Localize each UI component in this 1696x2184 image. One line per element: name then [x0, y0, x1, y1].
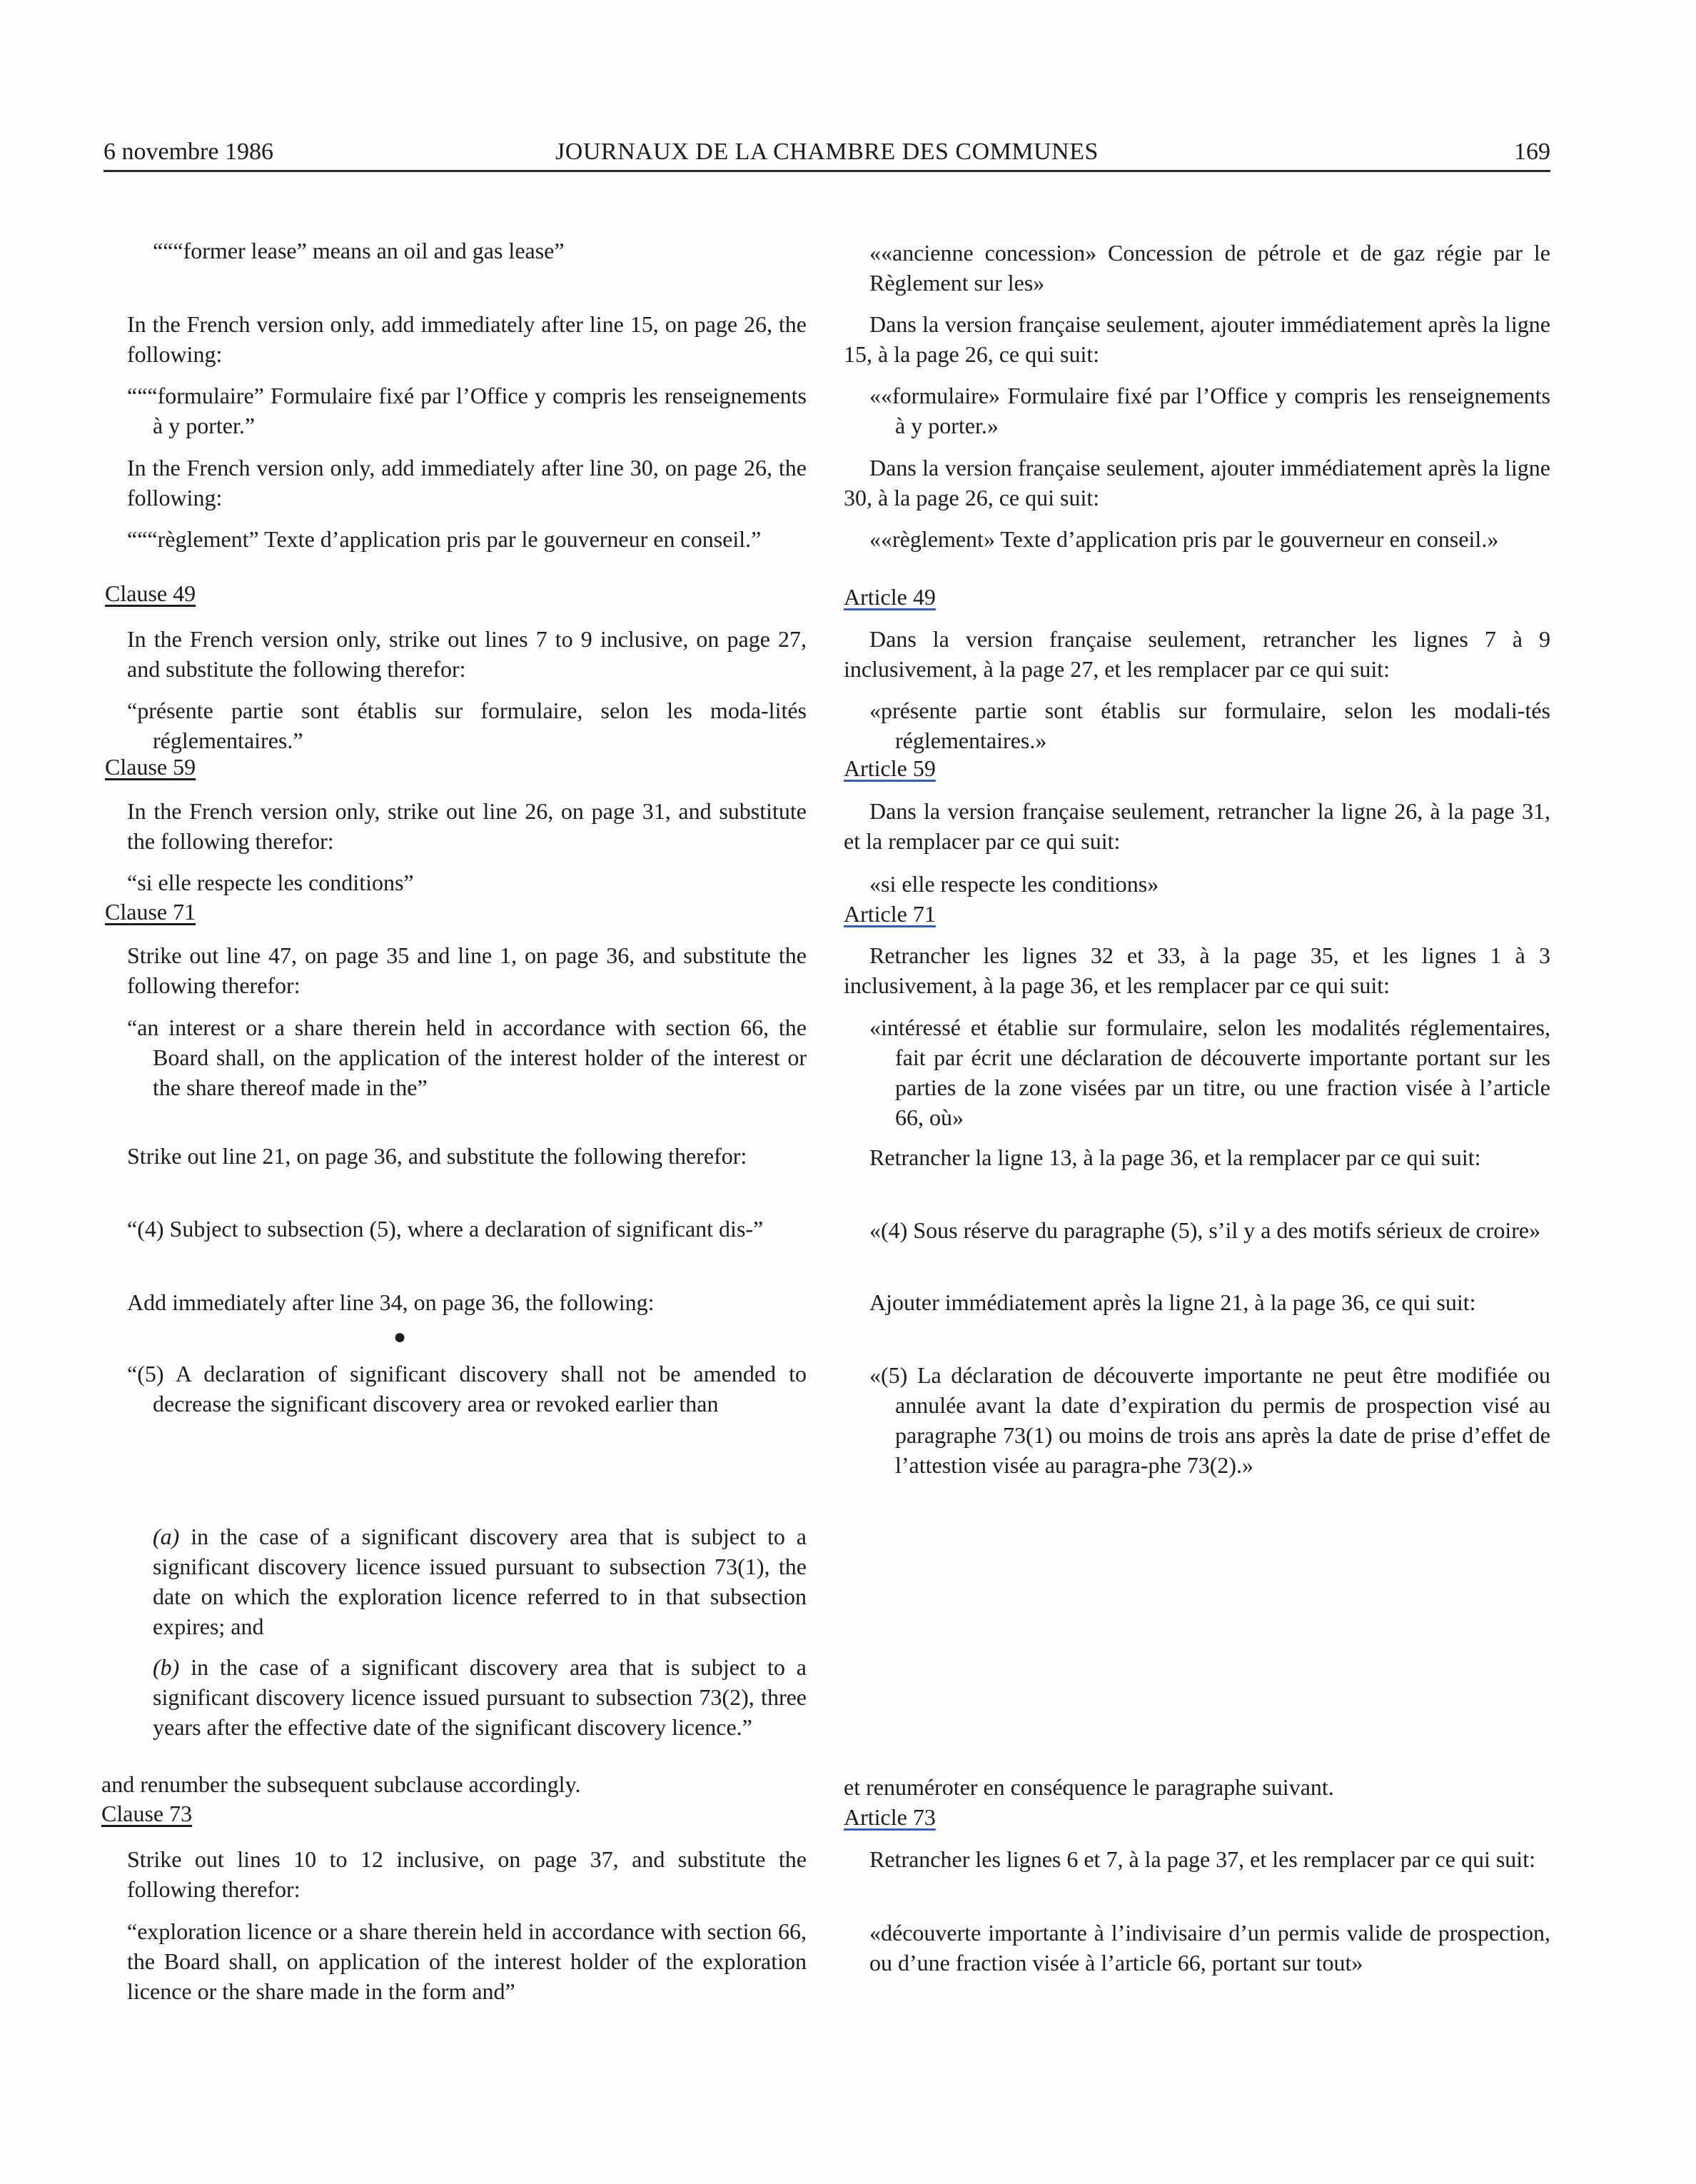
- amendment-text: «présente partie sont établis sur formulaire, selon les modali-tés réglementaires.»: [869, 698, 1550, 753]
- amendment-text: «intéressé et établie sur formulaire, selon les modalités réglementaires, fait par écrit une déclaration de découverte importante portant sur les parties de la zone visées par un titre, ou une fraction visée à l’article 66, où»: [869, 1015, 1550, 1130]
- page-header: [104, 139, 1550, 174]
- instruction: Dans la version française seulement, ajouter immédiatement après la ligne 15, à la page 26, ce qui suit:: [844, 311, 1550, 367]
- instruction: In the French version only, strike out lines 7 to 9 inclusive, on page 27, and substitute the following therefor:: [127, 626, 807, 682]
- amendment-text: «(4) Sous réserve du paragraphe (5), s’il y a des motifs sérieux de croire»: [869, 1217, 1541, 1243]
- para-mark: (a): [153, 1524, 180, 1549]
- paragraph: ««ancienne concession» Concession de pétrole et de gaz régie par le Règlement sur les»: [869, 240, 1550, 296]
- instruction: Strike out lines 10 to 12 inclusive, on page 37, and substitute the following therefor:: [127, 1846, 807, 1902]
- header-date: 6 novembre 1986: [104, 139, 273, 165]
- instruction: Ajouter immédiatement après la ligne 21, à la page 36, ce qui suit:: [869, 1289, 1476, 1315]
- amendment-text: “““formulaire” Formulaire fixé par l’Office y compris les renseignements à y porter.”: [127, 383, 807, 438]
- paragraph: and renumber the subsequent subclause accordingly.: [101, 1771, 581, 1797]
- amendment-text: “““règlement” Texte d’application pris par le gouverneur en conseil.”: [127, 526, 762, 552]
- article-heading: Article 71: [844, 901, 936, 927]
- instruction: Add immediately after line 34, on page 36, the following:: [127, 1289, 655, 1315]
- para-text: in the case of a significant discovery area that is subject to a significant discovery licence issued pursuant to subsection 73(2), three years after the effective date of the significant discovery licence.”: [153, 1654, 807, 1740]
- instruction: Dans la version française seulement, ajouter immédiatement après la ligne 30, à la page 26, ce qui suit:: [844, 455, 1550, 510]
- amendment-text: ««règlement» Texte d’application pris par le gouverneur en conseil.»: [869, 526, 1499, 552]
- header-title: JOURNAUX DE LA CHAMBRE DES COMMUNES: [555, 139, 1099, 165]
- clause-heading: Clause 59: [105, 754, 196, 780]
- amendment-text: “an interest or a share therein held in accordance with section 66, the Board shall, on the application of the interest holder of the interest or the share thereof made in the”: [127, 1015, 807, 1100]
- bullet-marker: ●: [393, 1325, 407, 1349]
- instruction: In the French version only, add immediately after line 15, on page 26, the following:: [127, 311, 807, 367]
- instruction: In the French version only, add immediately after line 30, on page 26, the following:: [127, 455, 807, 510]
- instruction: Retrancher les lignes 32 et 33, à la page 35, et les lignes 1 à 3 inclusivement, à la page 36, et les remplacer par ce qui suit:: [844, 942, 1550, 998]
- article-heading: Article 49: [844, 584, 936, 610]
- page-number: 169: [1514, 139, 1550, 165]
- para-text: in the case of a significant discovery area that is subject to a significant discovery licence issued pursuant to subsection 73(1), the date on which the exploration licence referred to in that subsection expires; and: [153, 1524, 807, 1639]
- amendment-text: “(5) A declaration of significant discovery shall not be amended to decrease the significant discovery area or revoked earlier than: [127, 1361, 807, 1416]
- clause-heading: Clause 49: [105, 580, 196, 606]
- amendment-text: «découverte importante à l’indivisaire d’un permis valide de prospection, ou d’une fraction visée à l’article 66, portant sur tout»: [869, 1920, 1550, 1976]
- article-heading: Article 73: [844, 1804, 936, 1830]
- para-mark: (b): [153, 1654, 180, 1680]
- amendment-text: «si elle respecte les conditions»: [869, 871, 1159, 897]
- clause-heading: Clause 71: [105, 899, 196, 925]
- amendment-text: “exploration licence or a share therein held in accordance with section 66, the Board shall, on application of the interest holder of the exploration licence or the share made in the form and”: [127, 1918, 807, 2004]
- amendment-text: “(4) Subject to subsection (5), where a declaration of significant dis-”: [127, 1216, 764, 1242]
- sub-paragraph-a: [101, 1521, 807, 1641]
- header-rule: [104, 170, 1550, 172]
- sub-paragraph-b: [101, 1652, 807, 1742]
- instruction: Retrancher la ligne 13, à la page 36, et la remplacer par ce qui suit:: [869, 1144, 1481, 1170]
- amendment-text: “si elle respecte les conditions”: [127, 870, 414, 895]
- instruction: Strike out line 21, on page 36, and substitute the following therefor:: [127, 1143, 747, 1169]
- instruction: In the French version only, strike out line 26, on page 31, and substitute the following therefor:: [127, 798, 807, 854]
- instruction: Strike out line 47, on page 35 and line 1, on page 36, and substitute the following therefor:: [127, 942, 807, 998]
- paragraph: “““former lease” means an oil and gas lease”: [153, 238, 565, 263]
- instruction: Dans la version française seulement, retrancher la ligne 26, à la page 31, et la remplacer par ce qui suit:: [844, 798, 1550, 854]
- clause-heading: Clause 73: [101, 1801, 193, 1826]
- amendment-text: “présente partie sont établis sur formulaire, selon les moda-lités réglementaires.”: [127, 698, 807, 753]
- instruction: Retrancher les lignes 6 et 7, à la page 37, et les remplacer par ce qui suit:: [869, 1846, 1535, 1872]
- amendment-text: ««formulaire» Formulaire fixé par l’Office y compris les renseignements à y porter.»: [869, 383, 1550, 438]
- amendment-text: «(5) La déclaration de découverte importante ne peut être modifiée ou annulée avant la date d’expiration du permis de prospection visé au paragraphe 73(1) ou moins de trois ans après la date de prise d’effet de l’attestion visée au paragra-phe 73(2).»: [869, 1362, 1550, 1478]
- paragraph: et renuméroter en conséquence le paragraphe suivant.: [844, 1774, 1334, 1800]
- article-heading: Article 59: [844, 755, 936, 781]
- instruction: Dans la version française seulement, retrancher les lignes 7 à 9 inclusivement, à la page 27, et les remplacer par ce qui suit:: [844, 626, 1550, 682]
